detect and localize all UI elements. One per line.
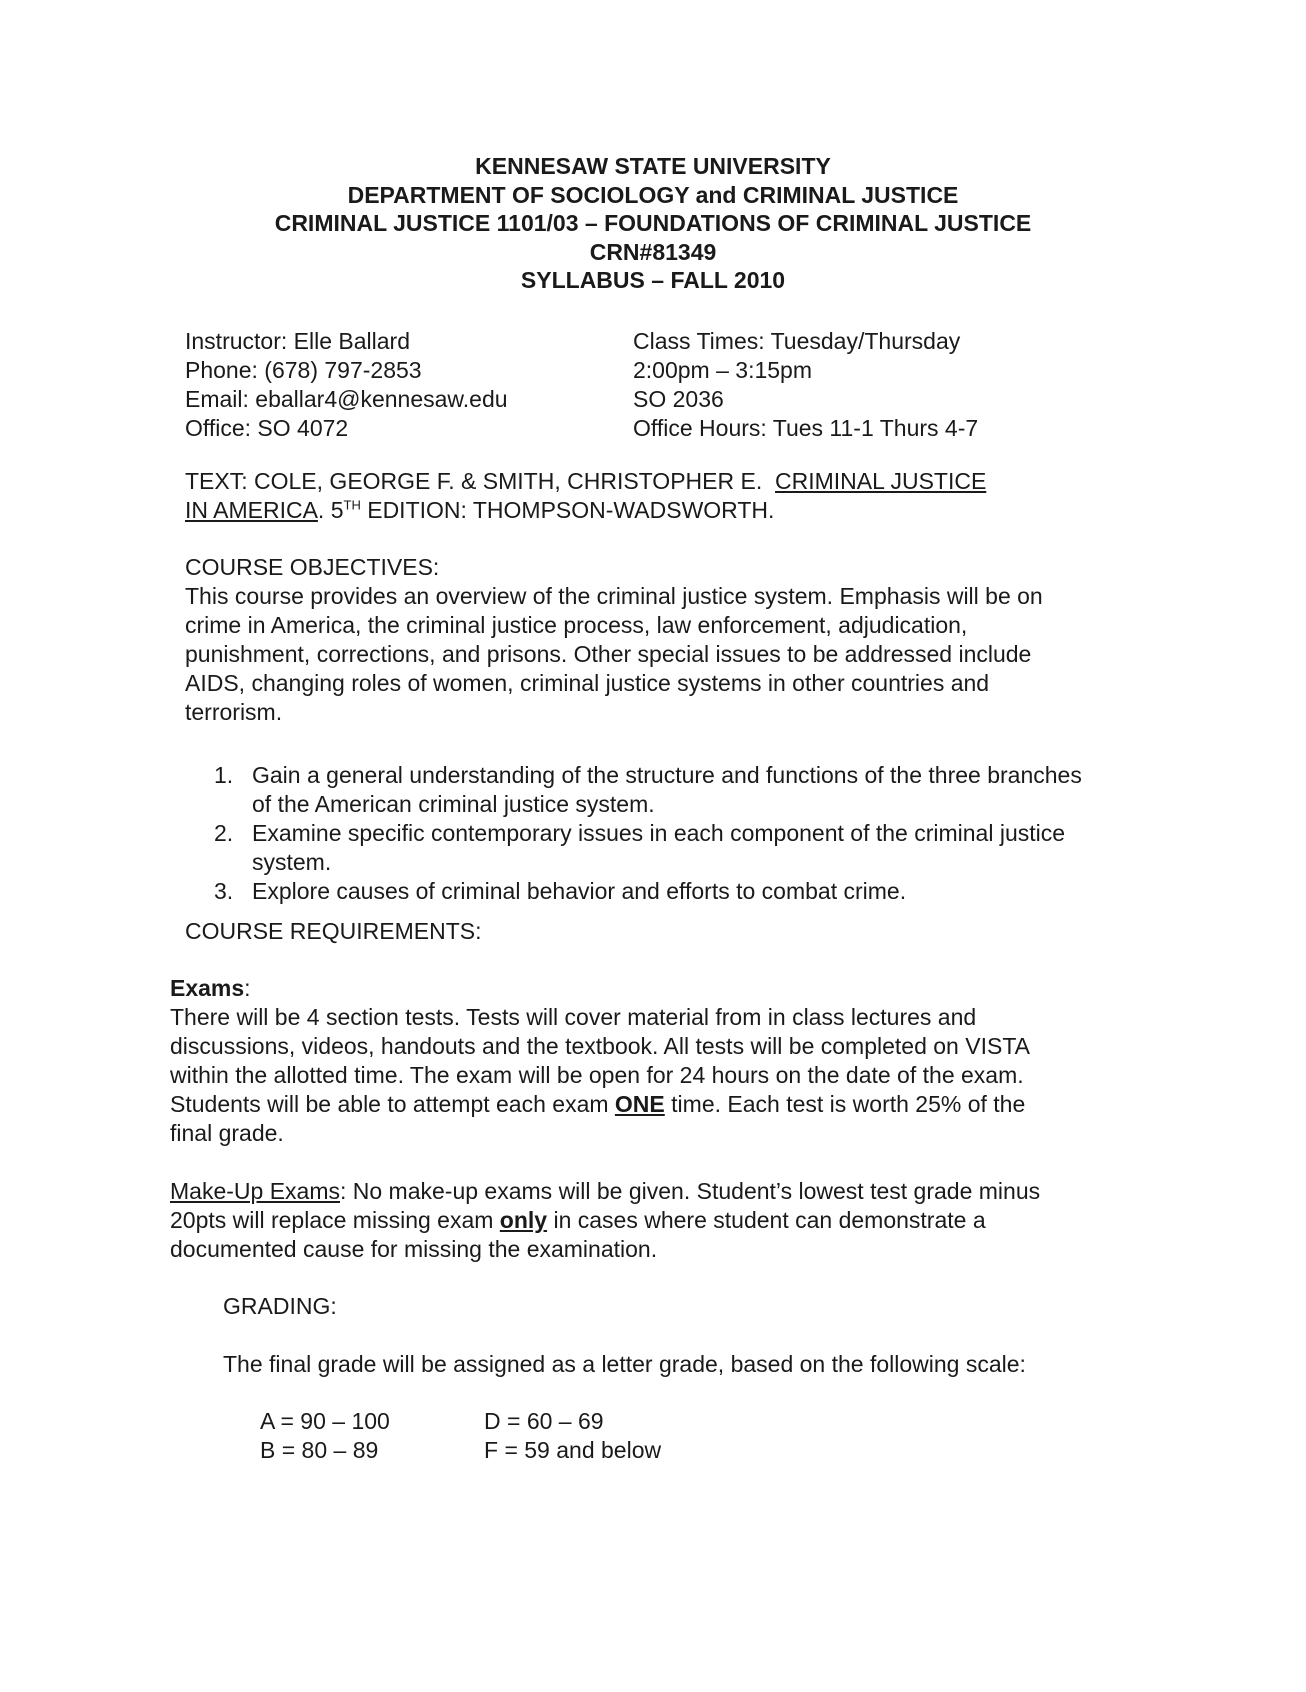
exams-heading: Exams xyxy=(170,975,245,1001)
exams-heading-line xyxy=(170,974,251,1003)
exams-heading-colon: : xyxy=(244,975,251,1001)
instructor-office: Office: SO 4072 xyxy=(185,415,349,441)
objectives-paragraph: This course provides an overview of the criminal justice system. Emphasis will be on crime in America, the criminal justice process, law enforcement, adjudication, punishment, corrections, and prisons. Other special issues to be addressed include AIDS, changing roles of women, criminal justice systems in other countries and terrorism. xyxy=(185,583,1043,725)
textbook-publisher: EDITION: THOMPSON-WADSWORTH. xyxy=(360,497,775,523)
university-name: KENNESAW STATE UNIVERSITY xyxy=(475,153,831,179)
makeup-label: Make-Up Exams xyxy=(170,1178,340,1204)
grading-intro xyxy=(223,1350,1043,1379)
department-name: DEPARTMENT OF SOCIOLOGY and CRIMINAL JUSTICE xyxy=(347,181,959,208)
instructor-info xyxy=(185,327,508,443)
textbook-title-part2: IN AMERICA xyxy=(185,497,318,523)
objective-item xyxy=(214,761,1094,819)
objective-number: 3. xyxy=(214,878,234,904)
objective-item xyxy=(214,819,1094,877)
grading-heading: GRADING: xyxy=(223,1293,337,1319)
grade-scale-f: F = 59 and below xyxy=(484,1437,662,1463)
textbook-edition-number: . 5 xyxy=(317,497,344,523)
grading-intro-text: The final grade will be assigned as a letter grade, based on the following scale: xyxy=(223,1351,1026,1377)
course-crn: CRN#81349 xyxy=(589,238,717,265)
objective-text: Examine specific contemporary issues in each component of the criminal justice system. xyxy=(252,820,1066,875)
makeup-text: : No make-up exams will be given. Student’s lowest test grade minus 20pts will replace missing exam xyxy=(170,1178,1041,1233)
office-hours: Office Hours: Tues 11-1 Thurs 4-7 xyxy=(633,415,979,441)
objective-number: 1. xyxy=(214,762,234,788)
exams-attempt-limit: ONE xyxy=(614,1091,665,1117)
objectives-body xyxy=(185,582,1090,727)
makeup-text-end: in cases where student can demonstrate a documented cause for missing the examination. xyxy=(170,1207,986,1262)
objectives-heading: COURSE OBJECTIVES: xyxy=(185,554,440,580)
exams-text-end: time. Each test is worth 25% of the final grade. xyxy=(170,1091,1026,1146)
syllabus-term: SYLLABUS – FALL 2010 xyxy=(520,267,786,293)
textbook-line-1 xyxy=(185,467,986,496)
objectives-list xyxy=(214,761,1094,906)
class-time-range: 2:00pm – 3:15pm xyxy=(633,357,813,383)
instructor-phone: Phone: (678) 797-2853 xyxy=(185,357,422,383)
class-info xyxy=(633,327,978,443)
textbook-title-part1: CRIMINAL JUSTICE xyxy=(775,468,987,494)
textbook-line-2 xyxy=(185,496,774,525)
class-room: SO 2036 xyxy=(633,386,724,412)
objective-item xyxy=(214,877,1094,906)
exams-body xyxy=(170,1003,1050,1148)
grade-scale-d: D = 60 – 69 xyxy=(484,1408,604,1434)
grade-scale-a: A = 90 – 100 xyxy=(260,1408,390,1434)
instructor-email: Email: eballar4@kennesaw.edu xyxy=(185,386,508,412)
makeup-emphasis: only xyxy=(499,1207,548,1233)
makeup-exams xyxy=(170,1177,1050,1264)
textbook-edition-suffix: TH xyxy=(343,497,361,513)
class-times: Class Times: Tuesday/Thursday xyxy=(633,328,961,354)
objective-number: 2. xyxy=(214,820,234,846)
objective-text: Explore causes of criminal behavior and efforts to combat crime. xyxy=(252,878,907,904)
grade-scale-b: B = 80 – 89 xyxy=(260,1437,379,1463)
requirements-heading: COURSE REQUIREMENTS: xyxy=(185,918,482,944)
syllabus-header xyxy=(0,152,1306,295)
objective-text: Gain a general understanding of the structure and functions of the three branches of the American criminal justice system. xyxy=(252,762,1082,817)
exams-text: There will be 4 section tests. Tests will cover material from in class lectures and discussions, videos, handouts and the textbook. All tests will be completed on VISTA within the allotted time. The exam will be open for 24 hours on the date of the exam. Students will be able to attempt each exam xyxy=(170,1004,1029,1117)
course-title: CRIMINAL JUSTICE 1101/03 – FOUNDATIONS OF CRIMINAL JUSTICE xyxy=(274,210,1032,236)
instructor-name: Instructor: Elle Ballard xyxy=(185,328,410,354)
textbook-authors: TEXT: COLE, GEORGE F. & SMITH, CHRISTOPHER E. xyxy=(185,468,763,494)
